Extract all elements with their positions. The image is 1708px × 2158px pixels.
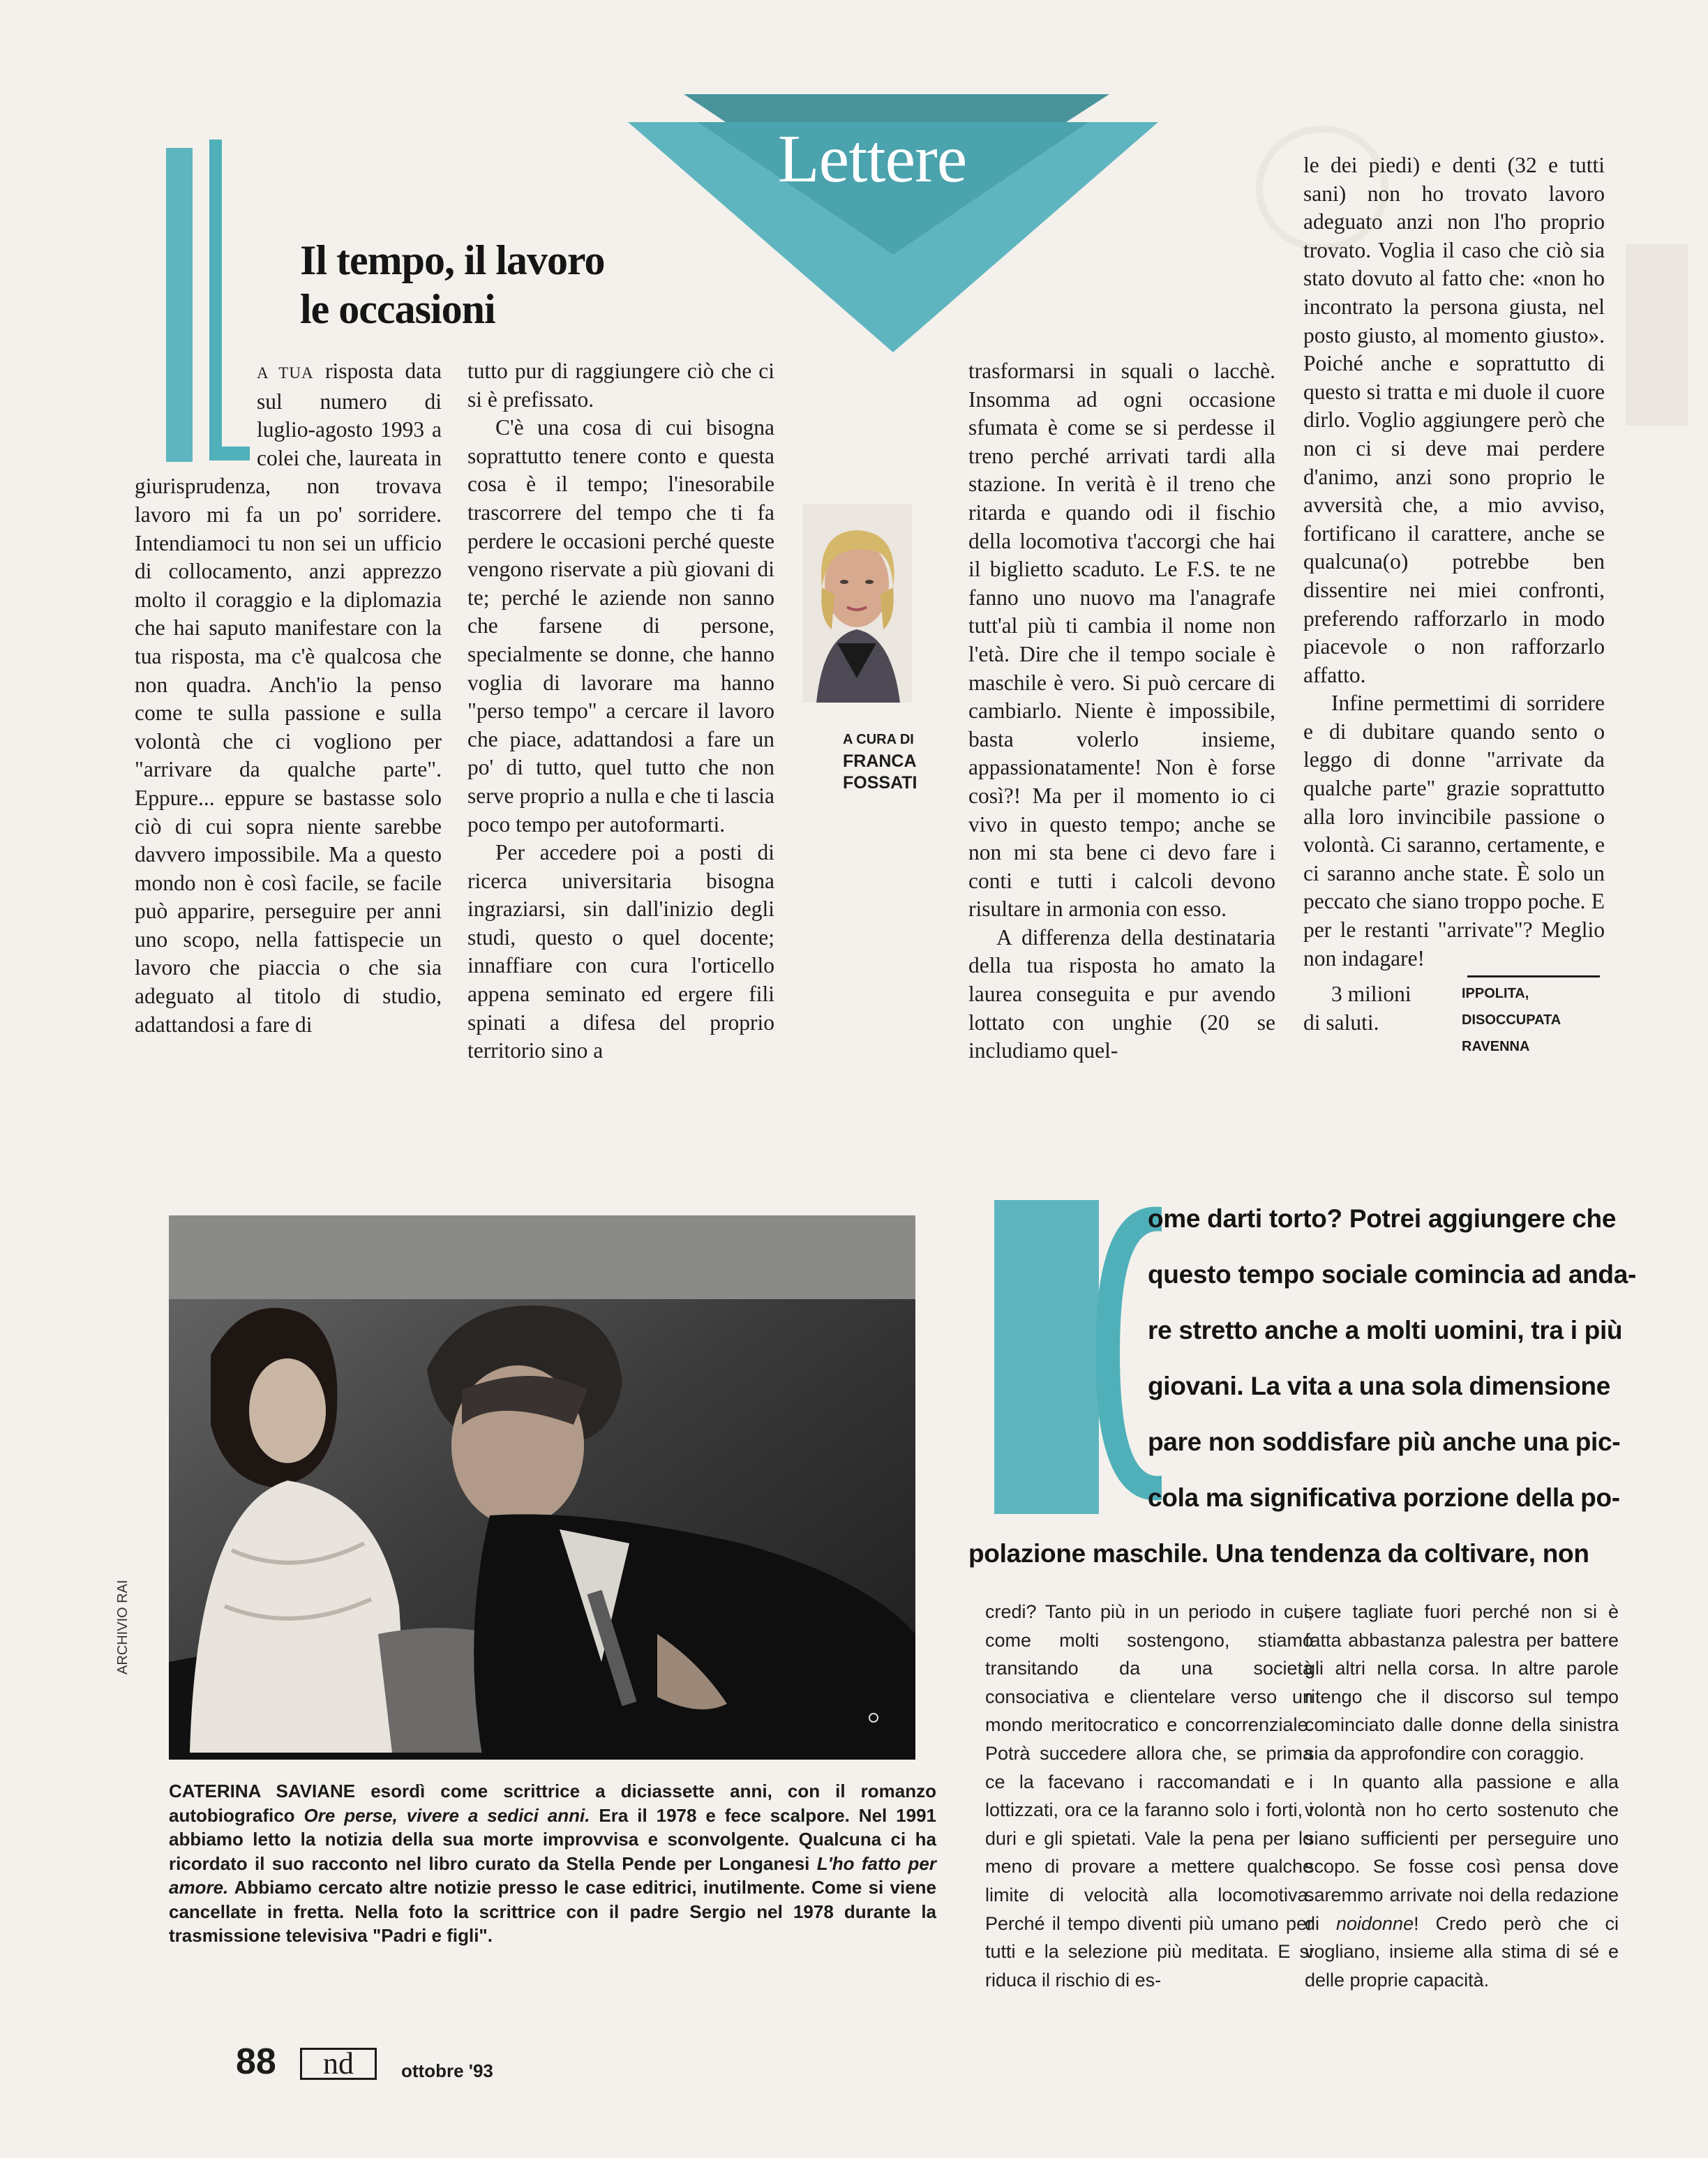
page-number: 88	[236, 2041, 276, 2082]
answer-paragraph: credi? Tanto più in un periodo in cui, come molti sostengono, stiamo transitando da una società consociativa e clientelare verso un mondo meritocratico e concorrenziale. Potrà succedere allora che, se prima ce la facevano i raccomandati e i lottizzati, ora ce la faranno solo i forti, i duri e gli spietati. Vale la pena per lo meno di provare a mettere qualche limite di velocità alla locomotiva. Perché il tempo diventi più umano per tutti e la selezione più meditata. E si riduca il rischio di es-	[985, 1601, 1313, 1991]
letter-headline	[300, 236, 605, 334]
answer-column-2	[1305, 1598, 1619, 1994]
letter-column-2	[467, 357, 774, 1065]
letter-paragraph: le dei piedi) e denti (32 e tutti sani) non ho trovato lavoro adeguato anzi non l'ho proprio trovato. Voglia il caso che ciò sia stato dovuto al fatto che: «non ho incontrato la persona giusta, nel posto giusto, al momento giusto». Poiché anche e soprattutto di questo si tratta e mi duole il cuore dirlo. Voglio aggiungere però che non ci si deve mai perdere d'animo, anzi sono proprio le avversità che, a mio avviso, fortificano il carattere, anche se qualcuna(o) potrebbe ben dissentire nei miei confronti, preferendo rafforzarlo in modo piacevole o non rafforzarlo affatto.	[1303, 153, 1605, 687]
answer-lead-line: ome darti torto? Potrei aggiungere che	[1148, 1204, 1617, 1233]
portrait-image	[802, 504, 912, 703]
drop-cap-bar	[994, 1200, 1099, 1514]
closing-line-1: 3 milioni	[1331, 982, 1411, 1007]
letter-text: risposta data sul numero di luglio-agosto 1993 a colei che, laureata in giurisprudenza, non trovava lavoro mi fa un po' sorridere. Intendiamoci tu non sei un ufficio di collocamento, anzi apprezzo molto il coraggio e la diplomazia che hai saputo manifestare con la tua risposta, ma c'è qualcosa che non quadra. Anch'io la penso come te sulla passione e sulla volontà che ci vogliono per "arrivare da qualche parte". Eppure... eppure se bastasse solo ciò di cui sopra niente sarebbe davvero impossibile. Ma a questo mondo non è così facile, se facile può apparire, perseguire per anni uno scopo, nella fattispecie un lavoro che piaccia o che sia adeguato al titolo di studio, adattandosi a fare di	[135, 359, 442, 1037]
caption-book-title: L'ho fatto per amore.	[169, 1852, 936, 1898]
photo-caption	[169, 1779, 936, 1948]
headline-line-2: le occasioni	[300, 286, 495, 332]
answer-lead-line: re stretto anche a molti uomini, tra i più	[1148, 1316, 1623, 1344]
closing-line-2: di saluti.	[1303, 1010, 1379, 1035]
photo-image	[169, 1215, 915, 1760]
signature-rule	[1467, 975, 1600, 977]
byline-label: A CURA DI	[843, 732, 914, 747]
magazine-logo	[300, 2048, 377, 2080]
section-title: Lettere	[777, 121, 967, 197]
answer-lead-line: giovani. La vita a una sola dimensione	[1148, 1372, 1611, 1400]
letter-paragraph: tutto pur di raggiungere ciò che ci si è prefissato.	[467, 359, 774, 412]
signature-name: IPPOLITA, DISOCCUPATA	[1462, 986, 1561, 1028]
letter-paragraph: A differenza della destinataria della tua risposta ho amato la laurea conseguita e pur avendo lottato con unghie (20 se includiamo quel-	[968, 924, 1275, 1063]
answer-lead-line: pare non soddisfare più anche una pic-	[1148, 1428, 1621, 1456]
caption-text: Era il 1978 e fece scalpore. Nel 1991 abbiamo letto la notizia della sua morte improvvisa e sconvolgente. Qualcuna ci ha ricordato il suo racconto nel libro curato da Stella Pende per Longanesi	[169, 1804, 937, 1874]
letter-paragraph: Per accedere poi a posti di ricerca universitaria bisogna ingraziarsi, sin dall'inizio degli studi, questo o quel docente; innaffiare con cura l'orticello appena seminato ed ergere fili spinati a difesa del proprio territorio sino a	[467, 840, 774, 1063]
answer-text: In quanto alla passione e alla volontà non ho certo sostenuto che siano sufficienti per perseguire uno scopo. Se fosse così pensa dove saremmo arrivate noi della redazione di	[1305, 1771, 1619, 1934]
editor-portrait	[802, 504, 912, 703]
signature-block	[1303, 980, 1605, 1060]
logo-text: nd	[323, 2046, 354, 2081]
magazine-name: noidonne	[1335, 1912, 1414, 1934]
answer-paragraph	[1305, 1768, 1619, 1995]
caption-name: CATERINA SAVIANE	[169, 1781, 356, 1801]
editor-byline	[843, 729, 917, 794]
signature-city: RAVENNA	[1462, 1039, 1530, 1055]
letter-paragraph: C'è una cosa di cui bisogna soprattutto tenere conto e questa cosa è il tempo; l'inesorabile trascorrere del tempo che ti fa perdere le occasioni perché queste vengono riservate a più giovani di te; perché le aziende non sanno che farsene di persone, specialmente se donne, che hanno voglia di lavorare ma hanno "perso tempo" a cercare il lavoro che piace, adattandosi a fare un po' di tutto, quel tutto che non serve proprio a nulla e che ti lascia poco tempo per autoformarti.	[467, 415, 774, 837]
answer-text: ! Credo però che ci vogliano, insieme alla stima di sé e delle proprie capacità.	[1305, 1912, 1619, 1991]
byline-first-name: FRANCA	[843, 751, 917, 771]
lead-in-caps: A TUA	[257, 364, 314, 382]
show-through-shape	[1626, 244, 1688, 426]
letter-column-4	[1303, 151, 1605, 1060]
letter-column-3	[968, 357, 1275, 1065]
headline-line-1: Il tempo, il lavoro	[300, 237, 605, 283]
letter-paragraph: Infine permettimi di sorridere e di dubitare quando sento o leggo di donne "arrivate da qualche parte" grazie soprattutto alla loro invincibile passione o volontà. Ci saranno, certamente, e ci saranno anche state. È solo un peccato che siano troppo poche. E per le restanti "arrivate"? Meglio non indagare!	[1303, 691, 1605, 971]
archive-photo	[169, 1215, 915, 1760]
byline-last-name: FOSSATI	[843, 773, 917, 793]
answer-lead-line: cola ma significativa porzione della po-	[1148, 1483, 1620, 1512]
caption-text: Abbiamo cercato altre notizie presso le case editrici, inutilmente. Come si viene cancellate in fretta. Nella foto la scrittrice con il padre Sergio nel 1978 durante la trasmissione televisiva "Padri e figli".	[169, 1877, 936, 1946]
letter-paragraph: trasformarsi in squali o lacchè. Insomma ad ogni occasione sfumata è come se si perdesse il treno perché arrivati tardi alla stazione. In verità è il treno che ritarda e quando odi il fischio della locomotiva t'accorgi che hai il biglietto scaduto. Le F.S. te ne fanno uno nuovo ma l'anagrafe tutt'al più ti cambia il nome non l'età. Dire che il tempo sociale è maschile è vero. Si può cercare di cambiarlo. Niente è impossibile, basta volerlo insieme, appassionatamente! Non è forse così?! Ma per il momento io ci vivo in questo tempo; anche se non mi sta bene ci devo fare i conti e tutti i calcoli devono risultare in armonia con esso.	[968, 359, 1275, 922]
letter-column-1	[135, 357, 442, 1039]
answer-paragraph: sere tagliate fuori perché non si è fatta abbastanza palestra per battere gli altri nella corsa. In altre parole ritengo che il discorso sul tempo cominciato dalle donne della sinistra sia da approfondire con coraggio.	[1305, 1601, 1619, 1764]
answer-lead-line: polazione maschile. Una tendenza da coltivare, non	[968, 1539, 1589, 1568]
drop-cap-letter	[1088, 1193, 1172, 1514]
answer-column-1	[985, 1598, 1313, 1994]
answer-lead-line: questo tempo sociale comincia ad anda-	[1148, 1260, 1637, 1289]
issue-date: ottobre '93	[401, 2060, 493, 2081]
photo-credit: ARCHIVIO RAI	[115, 1580, 130, 1674]
caption-book-title: Ore perse, vivere a sedici anni.	[304, 1804, 590, 1826]
caption-text: esordì come scrittrice a diciassette anni, con il romanzo autobiografico	[169, 1781, 936, 1826]
